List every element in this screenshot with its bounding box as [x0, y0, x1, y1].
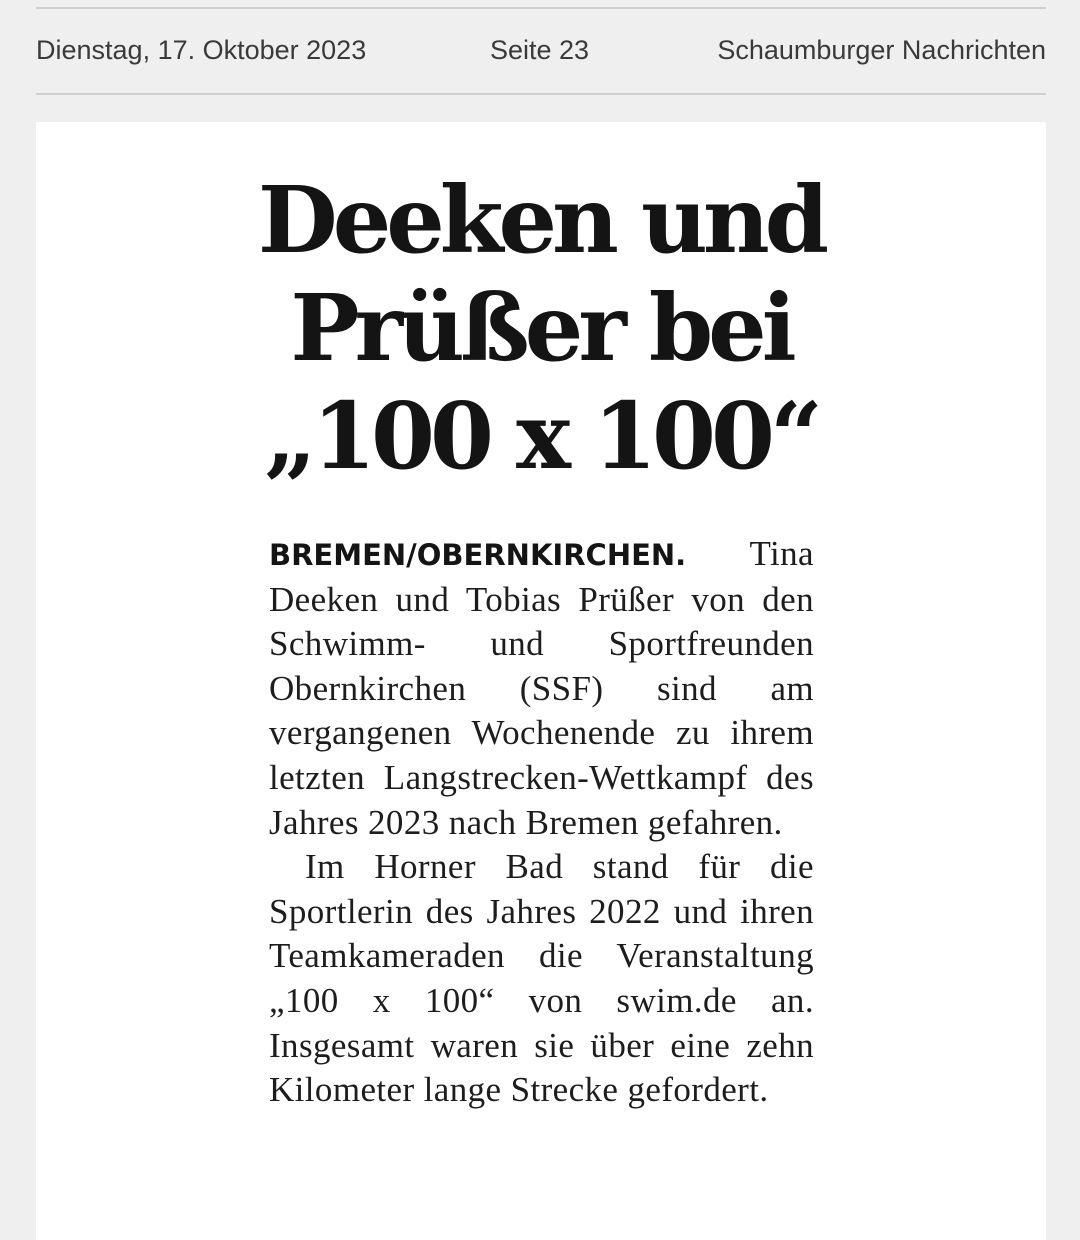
article-body [269, 532, 814, 1113]
bottom-divider [36, 93, 1046, 95]
article-dateline: BREMEN/OBERNKIRCHEN. [269, 538, 687, 572]
article-paragraph: Im Horner Bad stand für die Sportlerin des Jahres 2022 und ihren Teamkameraden die Veranstaltung „100 x 100“ von swim.de an. Insgesamt waren sie über eine zehn Kilometer lange Strecke gefordert. [269, 847, 814, 1110]
page-number: Seite 23 [490, 35, 590, 65]
headline-line: „100 x 100“ [264, 382, 818, 490]
paragraph-text: Tina Deeken und Tobias Prüßer von den Schwimm- und Sportfreunden Obernkirchen (SSF) sind am vergangenen Wochenende zu ihrem letzten Langstrecken-Wettkampf des Jahres 2023 nach Bremen gefahren. [269, 534, 814, 842]
article-headline [36, 166, 1046, 490]
article-paragraph [269, 532, 814, 845]
issue-date: Dienstag, 17. Oktober 2023 [36, 35, 367, 65]
top-divider [36, 7, 1046, 9]
headline-line: Prüßer bei [290, 274, 792, 382]
issue-info-bar [36, 30, 1046, 70]
newspaper-name: Schaumburger Nachrichten [717, 35, 1046, 65]
article-clipping [36, 122, 1046, 1240]
headline-line: Deeken und [257, 166, 825, 274]
